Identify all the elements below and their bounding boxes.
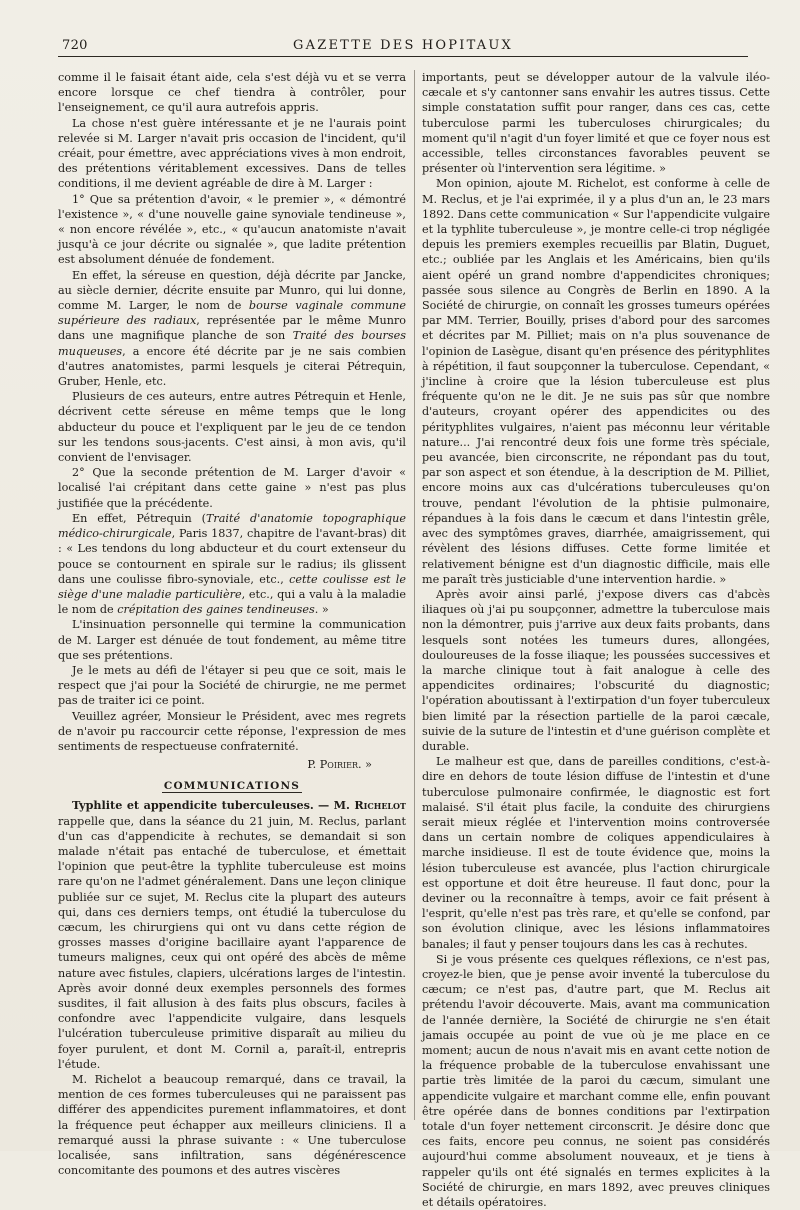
column-divider [414,70,415,1120]
journal-title: GAZETTE DES HOPITAUX [293,38,513,53]
text-run: , Paris 1837, chapitre de l'avant-bras) dit : « Les tendons du long abducteur et du court extenseur du pouce se contournent en spirale sur le radius; ils glissent dans une coulisse fibro-synoviale, etc., [58,527,406,586]
paragraph: Le malheur est que, dans de pareilles conditions, c'est-à-dire en dehors de toute lésion diffuse de l'intestin et d'une tuberculose pulmonaire confirmée, le diagnostic est fort malaisé. S'il était plus facile, la conduite des chirurgiens serait mieux réglée et l'intervention moins controversée dans un certain nombre de coliques appendiculaires à marche insidieuse. Il est de toute évidence que, moins la lésion tuberculeuse est avancée, plus l'action chirurgicale est opportune et doit être heureuse. Il faut donc, pour la deviner ou la reconnaître à temps, avoir ce fait présent à l'esprit, qu'elle n'est pas très rare, et qu'elle se confond, par son évolution clinique, avec les lésions inflammatoires banales; il faut y penser toujours dans les cas à rechutes. [422,755,770,951]
paragraph: Si je vous présente ces quelques réflexions, ce n'est pas, croyez-le bien, que je pense avoir inventé la tuberculose du cæcum; ce n'est pas, d'autre part, que M. Reclus ait prétendu l'avoir découverte. Mais, avant ma communication de l'année dernière, la Société de chirurgie ne s'en était jamais occupée au point de vue où je me place en ce moment; aucun de nous n'avait mis en avant cette notion de la fréquence probable de la tuberculose envahissant une partie très limitée de la paroi du cæcum, simulant une appendicite vulgaire et marchant comme elle, enfin pouvant être opérée dans de bonnes conditions par l'extirpation totale d'un foyer nettement circonscrit. Je désire donc que ces faits, encore peu connus, ne soient pas considérés aujourd'hui comme absolument nouveaux, et je tiens à rappeler qu'ils ont été signalés en termes explicites à la Société de chirurgie, en mars 1892, avec preuves cliniques et détails opératoires. [422,952,770,1210]
italic-text: cette coulisse est le siège d'une maladie particulière [58,572,406,601]
paragraph: Mon opinion, ajoute M. Richelot, est conforme à celle de M. Reclus, et je l'ai exprimée, il y a plus d'un an, le 23 mars 1892. Dans cette communication « Sur l'appendicite vulgaire et la typhlite tuberculeuse », je montre celle-ci trop négligée depuis les premiers exemples recueillis par Blatin, Duguet, etc.; oubliée par les Anglais et les Américains, bien qu'ils aient opéré un grand nombre d'appendicites chroniques; passée sous silence au Congrès de Berlin en 1890. A la Société de chirurgie, on connaît les grosses tumeurs opérées par MM. Terrier, Bouilly, prises d'abord pour des sarcomes et décrites par M. Pilliet; mais on n'a plus souvenance de l'opinion de Lasègue, disant qu'en présence des pérityphlites à répétition, il faut soupçonner la tuberculose. Cependant, « j'incline à croire que la lésion tuberculeuse est plus fréquente qu'on ne le dit. Je ne suis pas sûr que nombre d'auteurs, croyant opérer des appendicites ou des pérityphlites vulgaires, n'aient pas méconnu leur véritable nature... J'ai rencontré deux fois une forme très spéciale, peu avancée, bien circonscrite, ne répondant pas du tout, par son aspect et son étendue, à la description de M. Pilliet, encore moins aux cas d'ulcérations tuberculeuses qu'on trouve, pendant l'évolution de la phtisie pulmonaire, répandues à la fois dans le cæcum et dans l'intestin grêle, avec des symptômes graves, diarrhée, amaigrissement, qui révèlent des lésions diffuses. Cette forme limitée et relativement bénigne est d'un diagnostic difficile, mais elle me paraît très justiciable d'une intervention hardie. » [422,177,770,586]
paragraph [58,268,406,390]
paragraph: Plusieurs de ces auteurs, entre autres Pétrequin et Henle, décrivent cette séreuse en même temps que le long abducteur du pouce et l'expliquent par le jeu de ce tendon sur les tendons sous-jacents. C'est ainsi, à mon avis, qu'il convient de l'envisager. [58,390,406,465]
italic-text: crépitation des gaines tendineuses [117,603,315,617]
section-heading [58,780,406,792]
paragraph: L'insinuation personnelle qui termine la communication de M. Larger est dénuée de tout fondement, au même titre que ses prétentions. [58,618,406,662]
article-author: — M. Richelot [317,798,406,813]
text-run: En effet, la séreuse en question, déjà décrite par Jancke, au siècle dernier, décrite ensuite par Munro, qui lui donne, comme M. Larger, le nom de [58,268,406,313]
paragraph: 1° Que sa prétention d'avoir, « le premier », « démontré l'existence », « d'une nouvelle gaine synoviale tendineuse », « non encore révélée », etc., « qu'aucun anatomiste n'avait jusqu'à ce jour décrite ou signalée », que ladite prétention est absolument dénuée de fondement. [58,192,406,267]
section-heading-text: COMMUNICATIONS [163,780,301,793]
paragraph: Après avoir ainsi parlé, j'expose divers cas d'abcès iliaques où j'ai pu soupçonner, admettre la tuberculose mais non la démontrer, puis j'arrive aux deux faits probants, dans lesquels sont notées les tumeurs dures, allongées, douloureuses de la fosse iliaque; les poussées successives et la marche clinique tout à fait analogue à celle des appendicites ordinaires; l'obscurité du diagnostic; l'opération aboutissant à l'extirpation d'un foyer tuberculeux bien limité par la résection partielle de la paroi cæcale, suivie de la suture de l'intestin et d'une guérison complète et durable. [422,587,770,753]
paragraph: M. Richelot a beaucoup remarqué, dans ce travail, la mention de ces formes tuberculeuses qui ne paraissent pas différer des appendicites purement inflammatoires, et dont la fréquence peut échapper aux meilleurs cliniciens. Il a remarqué aussi la phrase suivante : « Une tuberculose localisée, sans infiltration, sans dégénérescence concomitante des poumons et des autres viscères [58,1073,406,1178]
italic-text: Traité des bourses muqueuses [58,329,406,358]
right-column [422,70,770,1210]
text-run: , etc., qui a valu à la maladie le nom de [58,587,407,617]
italic-text: bourse vaginale commune supérieure des radiaux [58,299,406,328]
left-column [58,70,407,1178]
page-number: 720 [62,38,88,53]
paragraph: comme il le faisait étant aide, cela s'est déjà vu et se verra encore lorsque ce chef tiendra à contrôler, pour l'enseignement, ce qu'il aura autrefois appris. [58,71,406,115]
paragraph [58,798,406,1072]
text-run: , a encore été décrite par je ne sais combien d'autres anatomistes, parmi lesquels je citerai Pétrequin, Gruber, Henle, etc. [58,344,406,389]
text-run: , représentée par le même Munro dans une magnifique planche de son [58,314,406,343]
paragraph: La chose n'est guère intéressante et je ne l'aurais point relevée si M. Larger n'avait pris occasion de l'incident, qu'il créait, pour émettre, avec appréciations vives à mon endroit, des prétentions véritablement excessives. Dans de telles conditions, il me devient agréable de dire à M. Larger : [58,116,406,191]
signature: P. Poirier. » [307,758,372,772]
text-run: rappelle que, dans la séance du 21 juin, M. Reclus, parlant d'un cas d'appendicite à rechutes, se demandait si son malade n'était pas entaché de tuberculose, et émettait l'opinion que peut-être la typhlite tuberculeuse est moins rare qu'on ne l'admet généralement. Dans une leçon clinique publiée sur ce sujet, M. Reclus cite la plupart des auteurs qui, dans ces derniers temps, ont étudié la tuberculose du cæcum, les chirurgiens qui ont vu dans cette région de grosses masses d'origine bacillaire ayant l'apparence de tumeurs malignes, ceux qui ont opéré des abcès de même nature avec fistules, clapiers, ulcérations larges de l'intestin. Après avoir donné deux exemples personnels des formes susdites, il fait allusion à des faits plus obscurs, faciles à confondre avec l'appendicite vulgaire, dans lesquels l'ulcération tuberculeuse primitive disparaît au milieu du foyer purulent, et dont M. Cornil a, paraît-il, entrepris l'étude. [58,814,406,1071]
italic-text: Traité d'anatomie topographique médico-chirurgicale [58,511,406,541]
paragraph: 2° Que la seconde prétention de M. Larger d'avoir « localisé l'ai crépitant dans cette gaine » n'est pas plus justifiée que la précédente. [58,466,406,510]
page-header [58,34,748,57]
text-columns [58,70,770,1210]
paragraph: importants, peut se développer autour de la valvule iléo-cæcale et s'y cantonner sans envahir les autres tissus. Cette simple constatation suffit pour ranger, dans ces cas, cette tuberculose parmi les tuberculoses chirurgicales; du moment qu'il n'agit d'un foyer limité et que ce foyer nous est accessible, telles circonstances favorables peuvent se présenter où l'intervention sera légitime. » [422,71,770,176]
paragraph: Je le mets au défi de l'étayer si peu que ce soit, mais le respect que j'ai pour la Société de chirurgie, ne me permet pas de traiter ici ce point. [58,663,406,708]
text-run: . » [314,603,329,617]
article-title: Typhlite et appendicite tuberculeuses. [72,798,314,813]
paragraph: Veuillez agréer, Monsieur le Président, avec mes regrets de n'avoir pu raccourcir cette réponse, l'expression de mes sentiments de respectueuse confraternité. [58,709,406,753]
text-run: En effet, Pétrequin ( [72,511,206,525]
paragraph [58,511,406,617]
